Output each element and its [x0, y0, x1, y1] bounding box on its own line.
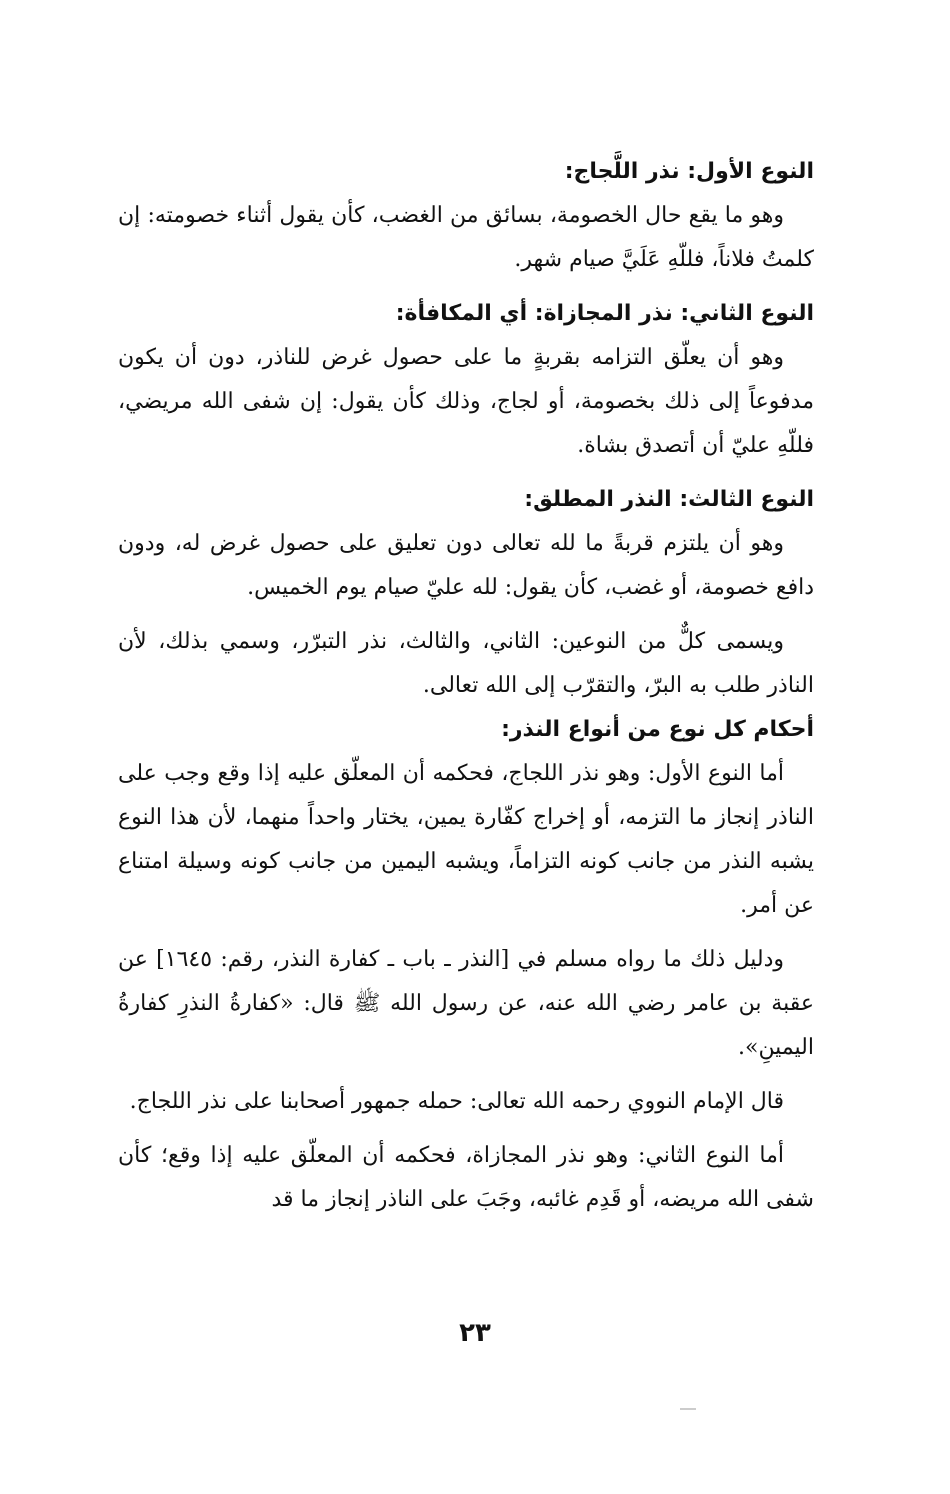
paragraph: ودليل ذلك ما رواه مسلم في [النذر ـ باب ـ كفارة النذر، رقم: ١٦٤٥] عن عقبة بن عامر رضي الله عنه، عن رسول الله ﷺ قال: «كفارةُ النذرِ كفارةُ اليمينِ». [118, 947, 814, 1060]
section-lajaj [118, 150, 814, 282]
paragraph: وهو أن يعلّق التزامه بقربةٍ ما على حصول غرض للناذر، دون أن يكون مدفوعاً إلى ذلك بخصومة، أو لجاج، وذلك كأن يقول: إن شفى الله مريضي، فللّهِ عليّ أن أتصدق بشاة. [118, 345, 814, 458]
section-mutlaq [118, 478, 814, 708]
page-number: ٢٣ [459, 1318, 491, 1348]
section-heading: النوع الثاني: نذر المجازاة: أي المكافأة: [395, 301, 814, 326]
paragraph: وهو ما يقع حال الخصومة، بسائق من الغضب، كأن يقول أثناء خصومته: إن كلمتُ فلاناً، فللّهِ عَلَيَّ صيام شهر. [118, 203, 814, 272]
section-heading: النوع الثالث: النذر المطلق: [524, 487, 814, 512]
section-ahkam [118, 708, 814, 1222]
paragraph: أما النوع الثاني: وهو نذر المجازاة، فحكمه أن المعلّق عليه إذا وقع؛ كأن شفى الله مريضه، أو قَدِم غائبه، وجَبَ على الناذر إنجاز ما قد [118, 1143, 814, 1212]
page-body [118, 150, 814, 1222]
section-heading: النوع الأول: نذر اللَّجاج: [564, 159, 814, 184]
section-heading: أحكام كل نوع من أنواع النذر: [501, 717, 814, 742]
paragraph: أما النوع الأول: وهو نذر اللجاج، فحكمه أن المعلّق عليه إذا وقع وجب على الناذر إنجاز ما التزمه، أو إخراج كفّارة يمين، يختار واحداً منهما، لأن هذا النوع يشبه النذر من جانب كونه التزاماً، ويشبه اليمين من جانب كونه وسيلة امتناع عن أمر. [118, 761, 814, 918]
paragraph: ويسمى كلٌّ من النوعين: الثاني، والثالث، نذر التبرّر، وسمي بذلك، لأن الناذر طلب به البرّ، والتقرّب إلى الله تعالى. [118, 629, 814, 698]
paragraph: وهو أن يلتزم قربةً ما لله تعالى دون تعليق على حصول غرض له، ودون دافع خصومة، أو غضب، كأن يقول: لله عليّ صيام يوم الخميس. [118, 531, 814, 600]
scan-mark [680, 1408, 696, 1410]
paragraph: قال الإمام النووي رحمه الله تعالى: حمله جمهور أصحابنا على نذر اللجاج. [129, 1089, 784, 1114]
section-mujazat [118, 292, 814, 468]
